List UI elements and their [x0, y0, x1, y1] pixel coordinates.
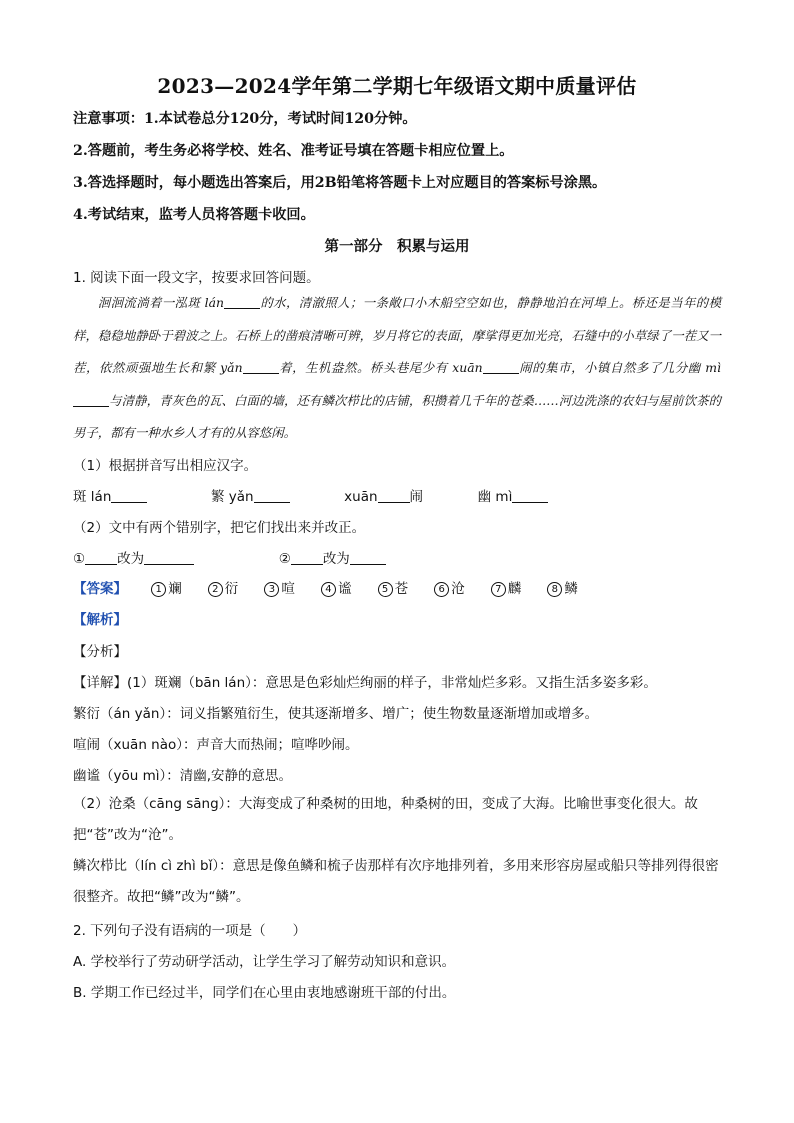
circled-number: 5: [378, 582, 393, 597]
pinyin-item: 繁 yǎn: [210, 489, 254, 505]
option-a: A. 学校举行了劳动研学活动，让学生学习了解劳动知识和意识。: [73, 954, 456, 970]
circled-number: 3: [264, 582, 279, 597]
answer-item: [378, 577, 409, 597]
fill-blank[interactable]: [224, 294, 260, 309]
answer-blank[interactable]: [144, 550, 194, 565]
circled-number: 2: [208, 582, 223, 597]
pinyin-row: [73, 485, 721, 505]
answer-char: 谧: [337, 581, 352, 597]
correction-num: ①: [73, 551, 86, 567]
answer-item: [491, 577, 522, 597]
analysis-label: 【解析】: [73, 612, 127, 628]
answer-item: [321, 577, 352, 597]
detail-line: 幽谧（yōu mì）：清幽,安静的意思。: [73, 768, 293, 784]
page-title: 2023—2024学年第二学期七年级语文期中质量评估: [157, 74, 637, 98]
pinyin-item: 闹: [409, 489, 424, 505]
answer-char: 衍: [224, 581, 239, 597]
answer-char: 苍: [394, 581, 409, 597]
question-2-stem: 2. 下列句子没有语病的一项是（ ）: [73, 923, 307, 939]
detail-line: 繁衍（án yǎn）：词义指繁殖衍生，使其逐渐增多、增广；使生物数量逐渐增加或增多。: [73, 706, 599, 722]
circled-number: 7: [491, 582, 506, 597]
question-1-stem: 1. 阅读下面一段文字，按要求回答问题。: [73, 270, 320, 286]
answer-item: [208, 577, 239, 597]
detail-paragraph: （2）沧桑（cāng sāng）：大海变成了种桑树的田地，种桑树的田，变成了大海。比喻世事变化很大。故把“苍”改为“沧”。: [73, 796, 698, 843]
answer-char: 喧: [281, 581, 295, 597]
answer-char: 斓: [168, 581, 182, 597]
answer-item: [547, 577, 578, 597]
note-3: 3.答选择题时，每小题选出答案后，用2B铅笔将答题卡上对应题目的答案标号涂黑。: [73, 175, 607, 191]
fenxi-label: 【分析】: [73, 644, 127, 660]
circled-number: 4: [321, 582, 336, 597]
note-2: 2.答题前，考生务必将学校、姓名、准考证号填在答题卡相应位置上。: [73, 143, 514, 159]
circled-number: 1: [151, 582, 166, 597]
circled-number: 6: [434, 582, 449, 597]
answer-char: 鳞: [564, 581, 578, 597]
answer-label: 【答案】: [73, 581, 127, 597]
answer-blank[interactable]: [350, 550, 386, 565]
answer-item: [264, 577, 295, 597]
sub-question-1: （1）根据拼音写出相应汉字。: [73, 458, 258, 474]
fill-blank[interactable]: [483, 359, 519, 374]
answer-blank[interactable]: [512, 488, 548, 503]
pinyin-item: 幽 mì: [477, 489, 513, 505]
answer-char: 麟: [507, 581, 522, 597]
answer-blank[interactable]: [85, 550, 117, 565]
passage-part: 闹的集市，小镇自然多了几分幽 mì: [518, 360, 721, 376]
correction-row: [73, 547, 721, 567]
passage-part: 与清静，青灰色的瓦、白面的墙，还有鳞次栉比的店铺，积攒着几千年的苍桑……河边洗涤的农妇与屋前饮茶的男子，都有一种水乡人才有的从容悠闲。: [73, 392, 721, 441]
reading-passage: [73, 287, 721, 447]
correction-text: 改为: [322, 551, 350, 567]
answer-item: [151, 577, 182, 597]
detail-line: 【详解】(1）斑斓（bān lán）：意思是色彩灿烂绚丽的样子，非常灿烂多彩。又指生活多姿多彩。: [73, 675, 657, 691]
passage-part: 洄洄流淌着一泓斑 lán: [97, 295, 224, 310]
circled-number: 8: [547, 582, 562, 597]
option-b: B. 学期工作已经过半，同学们在心里由衷地感谢班干部的付出。: [73, 985, 456, 1001]
answer-blank[interactable]: [378, 488, 410, 503]
sub-question-2: （2）文中有两个错别字，把它们找出来并改正。: [73, 520, 366, 536]
answer-blank[interactable]: [291, 550, 323, 565]
fill-blank[interactable]: [243, 359, 279, 374]
note-1: 注意事项：1.本试卷总分120分，考试时间120分钟。: [73, 111, 417, 127]
answer-blank[interactable]: [254, 488, 290, 503]
correction-num: ②: [278, 551, 291, 567]
answer-row: [73, 577, 721, 597]
answer-char: 沧: [451, 581, 465, 597]
note-4: 4.考试结束，监考人员将答题卡收回。: [73, 207, 315, 223]
passage-part: 着，生机盎然。桥头巷尾少有 xuān: [278, 360, 483, 376]
answer-blank[interactable]: [111, 488, 147, 503]
correction-text: 改为: [117, 551, 145, 567]
detail-line: 喧闹（xuān nào）：声音大而热闹；喧哗吵闹。: [73, 737, 359, 753]
section-title: 第一部分 积累与运用: [324, 238, 470, 255]
passage-part: 的水，清澈照人；一条敞口小木船空空如也，静静地泊在河埠上。桥还是当年的模样，稳稳地静卧于碧波之上。石桥上的凿痕清晰可辨，岁月将它的表面，摩挲得更加光亮，石缝中的小草绿了一茬又一茬，依然顽强地生长和繁 yǎn: [73, 295, 721, 376]
detail-paragraph: 鳞次栉比（lín cì zhì bǐ）：意思是像鱼鳞和梳子齿那样有次序地排列着，多用来形容房屋或船只等排列得很密很整齐。故把“鳞”改为“鳞”。: [73, 858, 719, 905]
pinyin-item: xuān: [344, 489, 378, 505]
pinyin-item: 斑 lán: [73, 489, 112, 505]
fill-blank[interactable]: [73, 392, 109, 407]
answer-item: [434, 577, 465, 597]
